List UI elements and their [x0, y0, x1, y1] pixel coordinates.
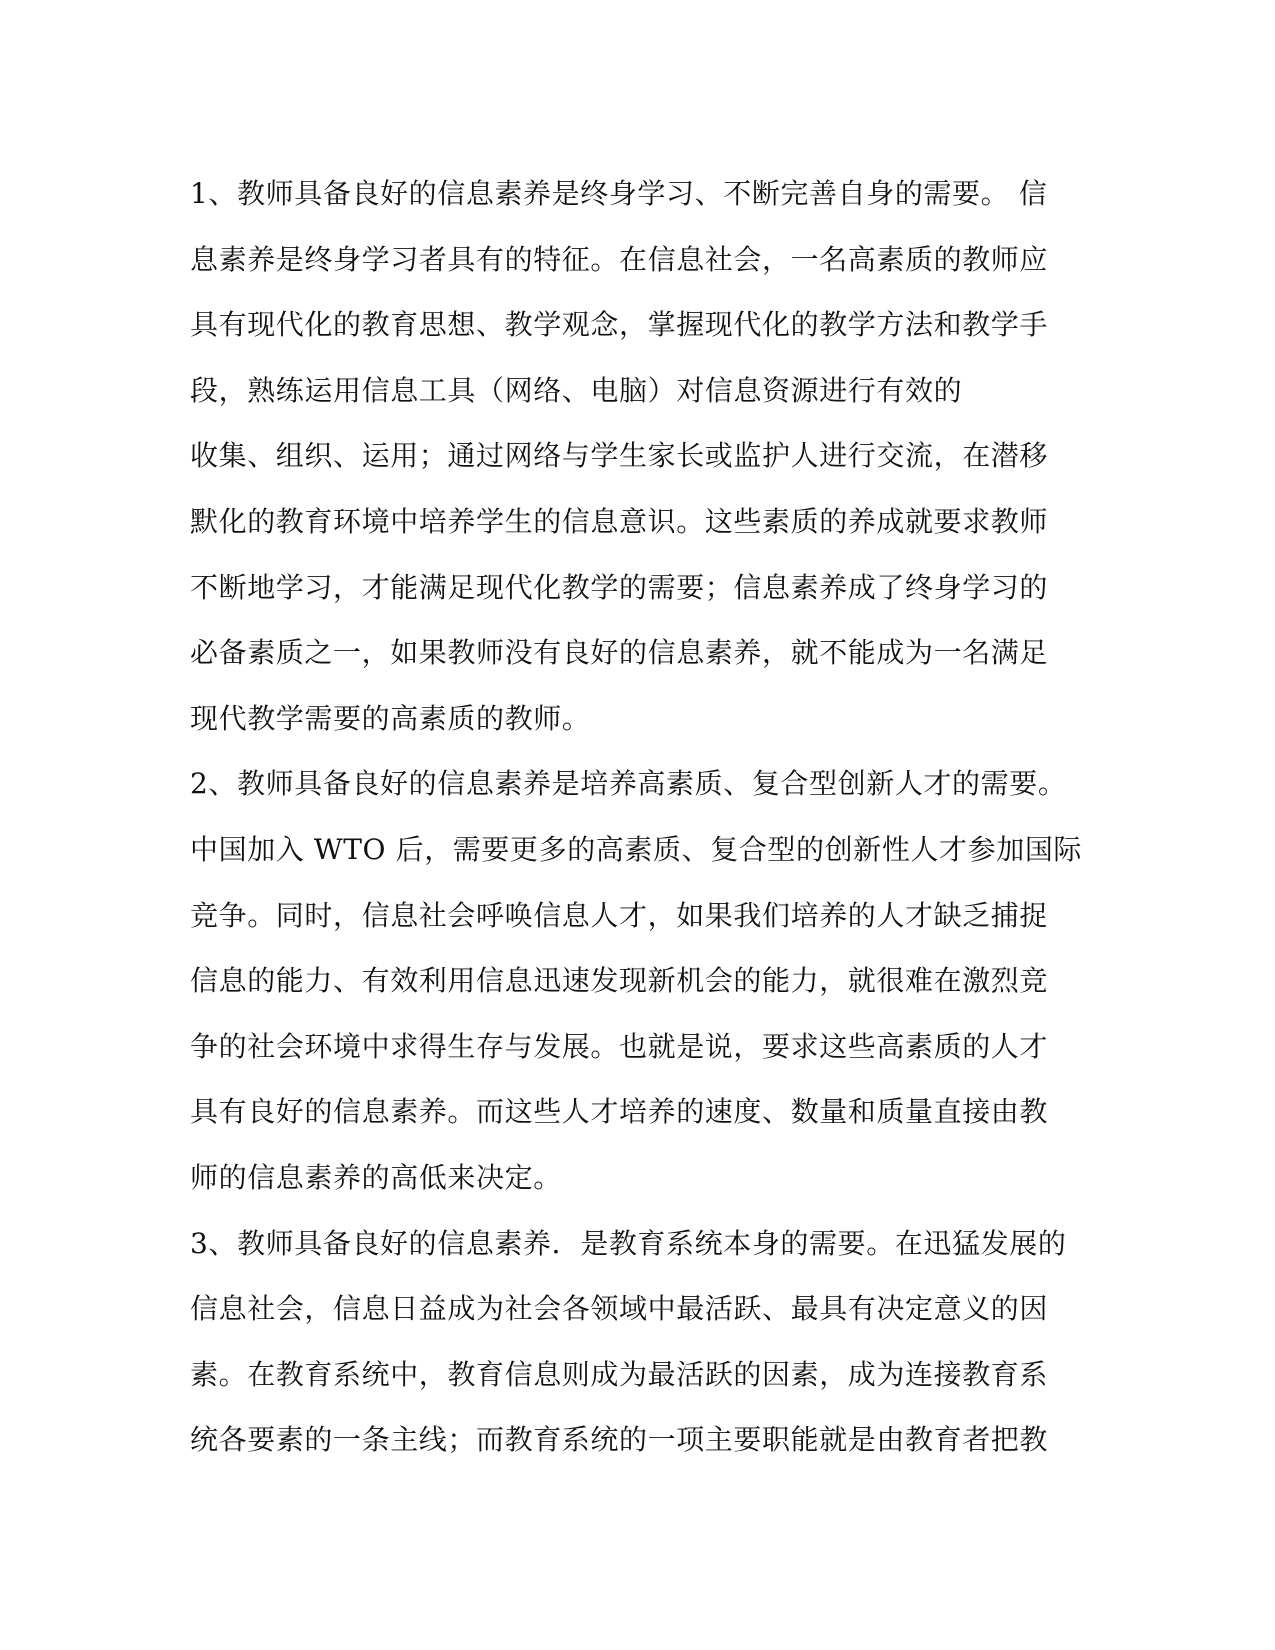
- text-line: 素。在教育系统中，教育信息则成为最活跃的因素，成为连接教育系: [190, 1357, 1049, 1391]
- body-text: [190, 161, 1090, 1473]
- text-line: 2、教师具备良好的信息素养是培养高素质、复合型创新人才的需要。: [190, 767, 1067, 801]
- text-line: 1、教师具备良好的信息素养是终身学习、不断完善自身的需要。 信: [190, 177, 1048, 210]
- text-line: 具有良好的信息素养。而这些人才培养的速度、数量和质量直接由教: [190, 1095, 1049, 1129]
- text-line: 默化的教育环境中培养学生的信息意识。这些素质的养成就要求教师: [190, 504, 1049, 538]
- text-line: 不断地学习，才能满足现代化教学的需要；信息素养成了终身学习的: [190, 570, 1049, 604]
- text-line: 段，熟练运用信息工具（网络、电脑）对信息资源进行有效的: [190, 373, 963, 407]
- text-line: 师的信息素养的高低来决定。: [190, 1160, 562, 1194]
- text-line: 争的社会环境中求得生存与发展。也就是说，要求这些高素质的人才: [190, 1029, 1049, 1063]
- text-line: 信息的能力、有效利用信息迅速发现新机会的能力，就很难在激烈竞: [190, 964, 1049, 998]
- text-line: 信息社会，信息日益成为社会各领域中最活跃、最具有决定意义的因: [190, 1292, 1049, 1326]
- text-line: 统各要素的一条主线；而教育系统的一项主要职能就是由教育者把教: [190, 1423, 1049, 1457]
- text-line: 中国加入 WTO 后，需要更多的高素质、复合型的创新性人才参加国际: [190, 832, 1083, 866]
- text-line: 必备素质之一，如果教师没有良好的信息素养，就不能成为一名满足: [190, 636, 1049, 670]
- text-line: 现代教学需要的高素质的教师。: [190, 701, 591, 735]
- text-line: 具有现代化的教育思想、教学观念，掌握现代化的教学方法和教学手: [190, 308, 1049, 342]
- text-line: 竞争。同时，信息社会呼唤信息人才，如果我们培养的人才缺乏捕捉: [190, 898, 1049, 932]
- text-line: 收集、组织、运用；通过网络与学生家长或监护人进行交流，在潜移: [190, 439, 1049, 473]
- text-line: 3、教师具备良好的信息素养．是教育系统本身的需要。在迅猛发展的: [190, 1226, 1067, 1260]
- text-line: 息素养是终身学习者具有的特征。在信息社会，一名高素质的教师应: [190, 242, 1049, 276]
